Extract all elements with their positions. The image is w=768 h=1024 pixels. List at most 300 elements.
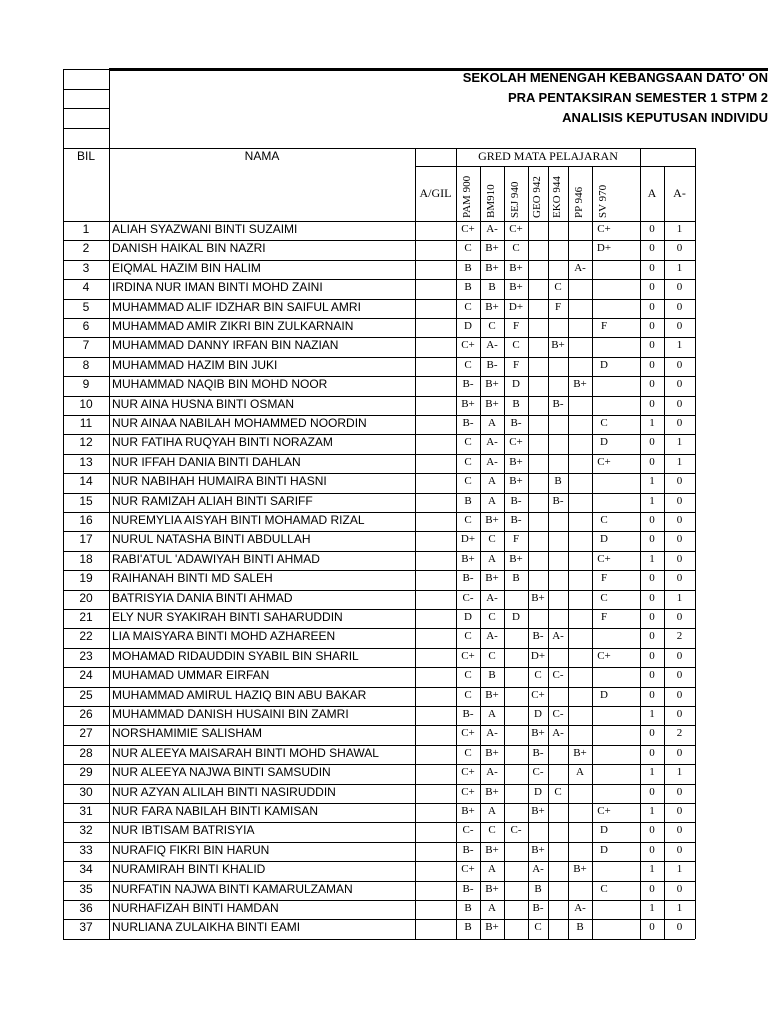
row-grade: D+ (460, 533, 476, 546)
row-nama: NUR IFFAH DANIA BINTI DAHLAN (112, 454, 301, 469)
subject-header-geo-942: GEO 942 (531, 176, 543, 218)
row-nama: NUR FARA NABILAH BINTI KAMISAN (112, 804, 319, 818)
row-grade: C+ (461, 339, 475, 352)
row-grade: C (600, 417, 608, 429)
row-count-a: 0 (649, 611, 655, 623)
row-grade: B+ (573, 378, 587, 391)
row-nama: NUR AINA HUSNA BINTI OSMAN (112, 396, 295, 411)
row-count-a-minus: 0 (676, 300, 683, 313)
row-nama: IRDINA NUR IMAN BINTI MOHD ZAINI (112, 280, 323, 295)
row-count-a: 0 (649, 649, 655, 662)
row-grade: C+ (461, 785, 475, 798)
row-grade: C (464, 358, 472, 371)
row-bil: 14 (79, 474, 93, 489)
row-grade: A (488, 552, 496, 565)
row-grade: B (512, 397, 520, 410)
row-grade: B- (532, 746, 544, 759)
row-nama: NUR ALEEYA NAJWA BINTI SAMSUDIN (112, 765, 331, 780)
row-bil: 25 (79, 687, 93, 702)
row-grade: B+ (485, 572, 499, 585)
row-grade: C+ (597, 455, 611, 468)
row-bil: 30 (79, 784, 93, 799)
row-bil: 1 (82, 222, 90, 236)
row-bil: 27 (79, 726, 93, 741)
row-grade: C (554, 785, 562, 798)
row-grade: B+ (485, 688, 499, 701)
row-grade: A- (552, 630, 564, 643)
row-count-a: 0 (649, 358, 655, 371)
row-bil: 17 (79, 532, 93, 547)
row-count-a: 1 (649, 766, 655, 779)
row-count-a: 0 (649, 746, 655, 759)
row-grade: C (464, 475, 472, 488)
row-grade: D+ (530, 649, 546, 662)
row-grade: B (576, 921, 584, 934)
row-bil: 9 (82, 377, 90, 392)
row-grade: A (488, 863, 496, 876)
row-grade: B- (510, 494, 522, 507)
row-bil: 24 (79, 668, 93, 683)
row-grade: C+ (461, 727, 475, 740)
row-nama: ALIAH SYAZWANI BINTI SUZAIMI (112, 222, 298, 236)
row-grade: B- (532, 902, 544, 914)
row-bil: 10 (79, 396, 93, 411)
row-grade: D (464, 611, 472, 623)
row-grade: F (600, 572, 608, 585)
row-grade: C+ (461, 649, 475, 662)
row-nama: EIQMAL HAZIM BIN HALIM (112, 260, 261, 275)
row-grade: C (554, 281, 562, 294)
row-count-a-minus: 0 (676, 494, 683, 507)
row-nama: NUR IBTISAM BATRISYIA (112, 823, 255, 838)
row-grade: C+ (461, 863, 475, 876)
row-grade: A (488, 475, 496, 488)
row-grade: B (488, 281, 496, 294)
row-grade: C+ (597, 805, 611, 817)
row-bil: 2 (82, 241, 90, 256)
row-grade: B- (462, 378, 474, 391)
row-grade: B+ (509, 281, 523, 294)
row-grade: C- (462, 824, 474, 837)
row-bil: 36 (79, 901, 93, 915)
row-count-a-minus: 0 (676, 378, 683, 391)
row-bil: 16 (79, 513, 93, 527)
row-count-a: 1 (649, 902, 655, 914)
row-grade: B- (510, 417, 522, 429)
col-header-gred: GRED MATA PELAJARAN (478, 149, 618, 163)
row-bil: 19 (79, 571, 93, 586)
row-grade: A- (552, 727, 564, 740)
row-grade: B+ (551, 339, 565, 352)
subject-header-sej-940: SEJ 940 (509, 181, 521, 218)
row-nama: NUR NABIHAH HUMAIRA BINTI HASNI (112, 474, 327, 489)
row-grade: D (600, 436, 608, 449)
row-grade: B (488, 669, 496, 682)
row-count-a-minus: 0 (676, 533, 683, 546)
row-grade: C (464, 746, 472, 759)
row-count-a: 0 (649, 281, 655, 294)
row-grade: C (600, 514, 608, 526)
row-count-a-minus: 0 (676, 669, 683, 682)
row-nama: NURHAFIZAH BINTI HAMDAN (112, 901, 279, 915)
row-grade: B+ (509, 455, 523, 468)
row-grade: A- (486, 630, 498, 643)
row-nama: NURAMIRAH BINTI KHALID (112, 862, 266, 877)
row-grade: C (488, 611, 496, 623)
analysis-title: ANALISIS KEPUTUSAN INDIVIDU (562, 110, 768, 125)
row-grade: B (512, 572, 520, 585)
grid-hline (63, 108, 109, 109)
row-count-a: 0 (649, 533, 655, 546)
row-grade: B- (486, 358, 498, 371)
grid-vline (109, 148, 110, 939)
row-count-a: 1 (649, 494, 655, 507)
row-grade: B (464, 281, 472, 294)
row-bil: 29 (79, 765, 93, 780)
row-grade: A- (486, 339, 498, 352)
row-count-a: 0 (649, 397, 655, 410)
row-count-a-minus: 0 (676, 358, 683, 371)
row-nama: MUHAMMAD NAQIB BIN MOHD NOOR (112, 377, 328, 392)
grid-vline (109, 69, 110, 148)
row-count-a: 1 (649, 708, 655, 720)
col-header-nama: NAMA (244, 149, 280, 163)
row-nama: DANISH HAIKAL BIN NAZRI (112, 241, 266, 256)
row-grade: C (464, 300, 472, 313)
row-grade: B+ (485, 843, 499, 856)
grid-hline (63, 128, 109, 129)
row-grade: B- (462, 417, 474, 429)
row-count-a-minus: 1 (676, 261, 683, 274)
row-nama: MUHAMMAD AMIR ZIKRI BIN ZULKARNAIN (112, 319, 354, 333)
row-grade: B+ (573, 746, 587, 759)
row-grade: C (600, 591, 608, 604)
row-grade: B- (510, 514, 522, 526)
subject-header-bm910: BM910 (485, 184, 497, 218)
row-count-a-minus: 0 (676, 417, 683, 429)
row-count-a-minus: 0 (676, 281, 683, 294)
row-grade: A- (574, 902, 586, 914)
row-grade: C (464, 455, 472, 468)
row-grade: A- (486, 436, 498, 449)
row-count-a: 0 (649, 455, 655, 468)
row-grade: B+ (485, 397, 499, 410)
row-grade: B (464, 921, 472, 934)
row-count-a-minus: 0 (676, 649, 683, 662)
row-count-a: 0 (649, 591, 655, 604)
row-count-a-minus: 0 (676, 805, 683, 817)
row-bil: 34 (79, 862, 93, 877)
row-grade: F (554, 300, 562, 313)
row-count-a: 0 (649, 921, 655, 934)
row-nama: RABI'ATUL 'ADAWIYAH BINTI AHMAD (112, 551, 320, 566)
row-count-a: 1 (649, 417, 655, 429)
row-grade: C+ (509, 223, 523, 235)
row-grade: C (600, 882, 608, 895)
row-grade: B+ (485, 746, 499, 759)
row-grade: B- (462, 843, 474, 856)
row-count-a: 0 (649, 378, 655, 391)
row-count-a-minus: 1 (676, 591, 683, 604)
row-grade: B+ (509, 475, 523, 488)
row-count-a: 0 (649, 882, 655, 895)
row-count-a-minus: 1 (676, 766, 683, 779)
row-grade: C (512, 242, 520, 255)
row-bil: 11 (79, 416, 93, 430)
row-grade: B+ (485, 882, 499, 895)
row-bil: 3 (82, 260, 90, 275)
row-nama: MUHAMMAD DANNY IRFAN BIN NAZIAN (112, 338, 339, 353)
row-count-a-minus: 1 (676, 339, 683, 352)
row-count-a-minus: 0 (676, 514, 683, 526)
row-grade: B+ (485, 242, 499, 255)
row-bil: 18 (79, 551, 93, 566)
row-grade: C (488, 824, 496, 837)
row-grade: C+ (597, 649, 611, 662)
row-grade: B- (532, 630, 544, 643)
row-grade: B+ (485, 261, 499, 274)
row-count-a: 0 (649, 339, 655, 352)
row-grade: B+ (509, 552, 523, 565)
row-grade: C+ (461, 223, 475, 235)
row-bil: 15 (79, 493, 93, 508)
row-count-a: 0 (649, 223, 655, 235)
row-count-a-minus: 1 (676, 436, 683, 449)
row-grade: C- (462, 591, 474, 604)
row-bil: 35 (79, 881, 93, 896)
row-count-a: 0 (649, 824, 655, 837)
row-bil: 28 (79, 745, 93, 760)
row-grade: F (600, 611, 608, 623)
row-bil: 6 (82, 319, 90, 333)
row-grade: C (464, 669, 472, 682)
row-bil: 12 (79, 435, 93, 450)
row-grade: C (534, 921, 542, 934)
row-grade: A- (486, 455, 498, 468)
subject-header-pam-900: PAM 900 (461, 175, 473, 218)
row-count-a: 0 (649, 688, 655, 701)
row-grade: C (488, 533, 496, 546)
row-nama: NORSHAMIMIE SALISHAM (112, 726, 263, 741)
row-count-a-minus: 0 (676, 843, 683, 856)
row-grade: B (554, 475, 562, 488)
row-nama: NURAFIQ FIKRI BIN HARUN (112, 842, 270, 857)
row-nama: LIA MAISYARA BINTI MOHD AZHAREEN (112, 629, 336, 644)
row-count-a-minus: 1 (676, 455, 683, 468)
row-grade: A- (486, 727, 498, 740)
row-count-a-minus: 1 (676, 863, 683, 876)
row-grade: A (488, 494, 496, 507)
row-grade: A- (574, 261, 586, 274)
row-grade: B+ (461, 397, 475, 410)
row-bil: 33 (79, 842, 93, 857)
row-count-a-minus: 0 (676, 397, 683, 410)
row-count-a-minus: 0 (676, 688, 683, 701)
row-count-a-minus: 0 (676, 708, 683, 720)
subject-header-pp-946: PP 946 (573, 186, 585, 218)
row-count-a: 0 (649, 436, 655, 449)
row-bil: 32 (79, 823, 93, 838)
row-count-a-minus: 0 (676, 921, 683, 934)
row-grade: A- (486, 591, 498, 604)
row-count-a-minus: 0 (676, 882, 683, 895)
row-count-a: 0 (649, 843, 655, 856)
row-grade: B (464, 261, 472, 274)
row-grade: C+ (461, 766, 475, 779)
row-count-a: 1 (649, 475, 655, 488)
row-nama: MUHAMMAD AMIRUL HAZIQ BIN ABU BAKAR (112, 687, 367, 702)
grid-vline (63, 69, 64, 148)
row-grade: F (512, 358, 520, 371)
row-nama: MUHAMAD UMMAR EIRFAN (112, 668, 270, 683)
row-grade: D+ (508, 300, 524, 313)
row-count-a: 1 (649, 805, 655, 817)
row-grade: B+ (461, 552, 475, 565)
row-count-a-minus: 0 (676, 552, 683, 565)
row-grade: C (464, 242, 472, 255)
exam-title: PRA PENTAKSIRAN SEMESTER 1 STPM 2 (507, 90, 768, 105)
row-grade: A (488, 417, 496, 429)
row-grade: F (512, 533, 520, 546)
grid-vline (415, 148, 416, 939)
row-grade: C (488, 649, 496, 662)
row-grade: B+ (485, 378, 499, 391)
row-bil: 23 (79, 648, 93, 663)
row-grade: A- (486, 223, 498, 235)
row-count-a: 0 (649, 727, 655, 740)
row-grade: B+ (531, 843, 545, 856)
row-grade: B- (552, 494, 564, 507)
subject-header-sv-970: SV 970 (597, 184, 609, 218)
row-grade: B (534, 882, 542, 895)
row-grade: C (464, 436, 472, 449)
row-grade: F (600, 320, 608, 332)
row-count-a-minus: 0 (676, 320, 683, 332)
row-nama: NUR RAMIZAH ALIAH BINTI SARIFF (112, 493, 313, 508)
col-header-bil: BIL (76, 149, 95, 163)
row-count-a: 1 (649, 863, 655, 876)
row-grade: B+ (531, 805, 545, 817)
row-grade: D (600, 824, 608, 837)
row-nama: NUR AINAA NABILAH MOHAMMED NOORDIN (112, 416, 367, 430)
row-grade: A- (486, 766, 498, 779)
row-bil: 7 (82, 338, 90, 353)
row-count-a-minus: 1 (676, 223, 683, 235)
row-grade: B+ (485, 514, 499, 526)
row-grade: C (464, 630, 472, 643)
row-nama: NUR FATIHA RUQYAH BINTI NORAZAM (112, 435, 333, 450)
row-grade: D (512, 378, 520, 391)
row-grade: B- (552, 397, 564, 410)
row-grade: C (488, 320, 496, 332)
row-grade: B- (462, 882, 474, 895)
row-grade: D (512, 611, 520, 623)
row-count-a: 0 (649, 572, 655, 585)
row-count-a-minus: 2 (676, 630, 683, 643)
row-nama: NUREMYLIA AISYAH BINTI MOHAMAD RIZAL (112, 513, 365, 527)
row-grade: C (534, 669, 542, 682)
row-grade: B+ (573, 863, 587, 876)
row-count-a: 0 (649, 242, 655, 255)
row-grade: C- (552, 669, 564, 682)
row-grade: C+ (531, 688, 545, 701)
row-count-a-minus: 1 (676, 902, 683, 914)
subject-header-eko-944: EKO 944 (551, 176, 563, 218)
row-nama: MOHAMAD RIDAUDDIN SYABIL BIN SHARIL (112, 648, 359, 663)
grid-hline (415, 166, 695, 167)
grid-hline (63, 89, 109, 90)
row-count-a: 0 (649, 785, 655, 798)
row-nama: NURUL NATASHA BINTI ABDULLAH (112, 532, 311, 547)
row-bil: 5 (82, 299, 90, 314)
row-grade: C+ (509, 436, 523, 449)
row-grade: D (534, 785, 542, 798)
row-grade: B+ (531, 727, 545, 740)
row-grade: D (600, 843, 608, 856)
count-header-a: A (647, 186, 657, 200)
row-count-a: 1 (649, 552, 655, 565)
row-grade: D (600, 688, 608, 701)
row-grade: C (464, 688, 472, 701)
row-grade: A (576, 766, 584, 779)
row-grade: F (512, 320, 520, 332)
row-grade: C- (552, 708, 564, 720)
row-nama: MUHAMMAD DANISH HUSAINI BIN ZAMRI (112, 707, 349, 721)
row-grade: B+ (485, 921, 499, 934)
row-grade: B+ (461, 805, 475, 817)
row-grade: A (488, 805, 496, 817)
row-grade: D (464, 320, 472, 332)
row-bil: 8 (82, 357, 90, 372)
row-bil: 22 (79, 629, 93, 644)
school-title: SEKOLAH MENENGAH KEBANGSAAN DATO' ON (462, 70, 768, 85)
row-nama: NUR AZYAN ALILAH BINTI NASIRUDDIN (112, 784, 336, 799)
row-grade: A- (532, 863, 544, 876)
row-count-a: 0 (649, 320, 655, 332)
row-count-a-minus: 0 (676, 242, 683, 255)
grid-vline (695, 148, 696, 939)
row-grade: A (488, 902, 496, 914)
row-count-a-minus: 0 (676, 475, 683, 488)
row-grade: C+ (597, 552, 611, 565)
row-nama: MUHAMMAD HAZIM BIN JUKI (112, 357, 278, 372)
row-grade: C (512, 339, 520, 352)
row-count-a: 0 (649, 300, 655, 313)
row-grade: D (600, 533, 608, 546)
row-bil: 31 (79, 804, 93, 818)
row-count-a-minus: 0 (676, 572, 683, 585)
row-bil: 21 (79, 610, 93, 624)
row-grade: B+ (531, 591, 545, 604)
row-grade: B (464, 902, 472, 914)
col-header-agil: A/GIL (419, 186, 452, 200)
row-nama: NURFATIN NAJWA BINTI KAMARULZAMAN (112, 881, 353, 896)
row-nama: NUR ALEEYA MAISARAH BINTI MOHD SHAWAL (112, 745, 379, 760)
row-grade: B- (462, 572, 474, 585)
row-grade: B+ (485, 300, 499, 313)
grid-hline (63, 939, 695, 940)
row-bil: 13 (79, 454, 93, 469)
row-count-a-minus: 0 (676, 746, 683, 759)
row-count-a-minus: 0 (676, 611, 683, 623)
row-grade: B (464, 494, 472, 507)
row-grade: C- (510, 824, 522, 837)
count-header-a-minus: A- (673, 186, 686, 200)
row-count-a: 0 (649, 630, 655, 643)
row-bil: 20 (79, 590, 93, 605)
row-count-a-minus: 2 (676, 727, 683, 740)
row-nama: NURLIANA ZULAIKHA BINTI EAMI (112, 920, 301, 935)
